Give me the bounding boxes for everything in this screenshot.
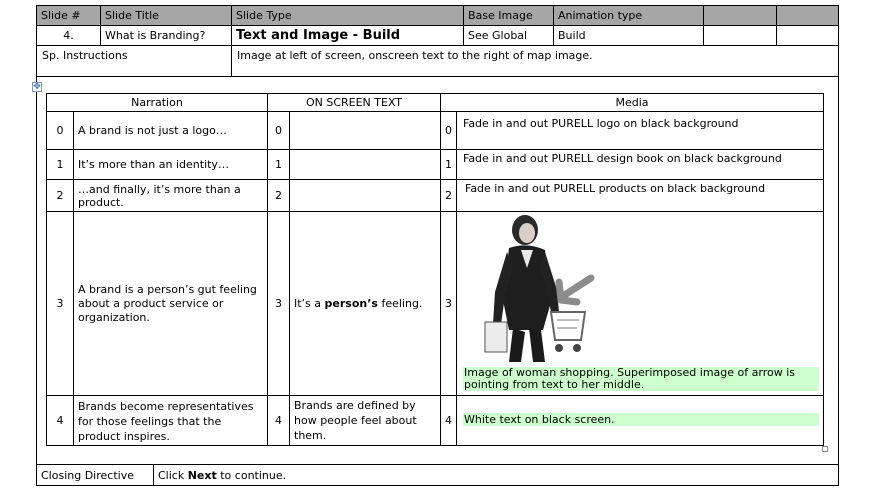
instructions-text-cell[interactable] xyxy=(231,45,839,77)
onscreen-number xyxy=(267,149,290,180)
narration-text: Brands become representatives for those feelings that the product inspires. xyxy=(78,400,254,443)
column-header-label: Media xyxy=(615,96,649,109)
onscreen-number xyxy=(267,179,290,212)
row-number xyxy=(46,395,74,446)
media-number xyxy=(440,111,457,150)
instructions-label: Sp. Instructions xyxy=(42,49,128,62)
media-text: Fade in and out PURELL design book on black background xyxy=(463,152,782,165)
onscreen-cell[interactable] xyxy=(289,395,441,446)
row-number-text: 3 xyxy=(56,297,64,310)
header-label: Slide Type xyxy=(236,9,292,22)
cell-text: Text and Image - Build xyxy=(236,28,401,43)
row-number-text: 3 xyxy=(445,297,452,310)
animation-type-value[interactable] xyxy=(553,25,704,46)
onscreen-cell[interactable] xyxy=(289,149,441,180)
column-header-onscreen xyxy=(267,93,441,112)
narration-cell[interactable] xyxy=(73,211,268,396)
row-number xyxy=(46,111,74,150)
media-number xyxy=(440,149,457,180)
onscreen-number xyxy=(267,111,290,150)
row-number-text: 4 xyxy=(275,414,282,427)
onscreen-number xyxy=(267,395,290,446)
header-slide-type xyxy=(231,5,464,26)
narration-text: A brand is a person’s gut feeling about a product service or organization. xyxy=(78,282,257,324)
column-header-media xyxy=(440,93,824,112)
narration-text: …and finally, it’s more than a product. xyxy=(78,182,241,209)
closing-label: Closing Directive xyxy=(41,468,134,482)
cell-text: What is Branding? xyxy=(105,29,206,42)
narration-text: A brand is not just a logo… xyxy=(78,124,227,137)
empty-cell[interactable] xyxy=(776,25,839,46)
media-number xyxy=(440,395,457,446)
header-label: Animation type xyxy=(558,9,643,22)
media-text: Fade in and out PURELL products on black background xyxy=(465,182,766,195)
row-number-text: 0 xyxy=(445,124,452,137)
media-text-content: White text on black screen. xyxy=(464,413,615,426)
onscreen-text: Brands are defined by how people feel about them. xyxy=(294,399,417,442)
onscreen-cell[interactable] xyxy=(289,211,441,396)
header-slide-number xyxy=(36,5,101,26)
woman-shopping-photo xyxy=(473,212,613,364)
media-number xyxy=(440,211,457,396)
base-image-value[interactable] xyxy=(463,25,554,46)
closing-text-part: to continue. xyxy=(216,468,287,482)
onscreen-text-part: feeling. xyxy=(377,297,423,310)
closing-text xyxy=(158,469,286,482)
onscreen-text-part: It’s a xyxy=(294,297,325,310)
closing-text-part: Click xyxy=(158,468,188,482)
row-number-text: 3 xyxy=(275,297,282,310)
row-number xyxy=(46,149,74,180)
closing-text-cell[interactable] xyxy=(153,464,839,486)
row-number-text: 0 xyxy=(56,124,64,137)
header-animation-type xyxy=(553,5,704,26)
resize-handle-icon[interactable] xyxy=(822,446,828,452)
move-handle-icon[interactable]: ✥ xyxy=(33,82,41,92)
instructions-label-cell xyxy=(36,45,232,77)
header-slide-title xyxy=(100,5,232,26)
header-label: Slide Title xyxy=(105,9,159,22)
media-cell[interactable] xyxy=(456,149,824,180)
onscreen-number xyxy=(267,211,290,396)
narration-cell[interactable] xyxy=(73,149,268,180)
media-cell[interactable] xyxy=(456,111,824,150)
slide-number-value[interactable] xyxy=(36,25,101,46)
onscreen-cell[interactable] xyxy=(289,111,441,150)
narration-cell[interactable] xyxy=(73,111,268,150)
media-text: Fade in and out PURELL logo on black background xyxy=(463,117,739,130)
cell-text: See Global xyxy=(468,29,528,42)
row-number-text: 2 xyxy=(445,189,452,202)
row-number-text: 2 xyxy=(275,189,282,202)
closing-next-word: Next xyxy=(187,468,217,482)
column-header-label: Narration xyxy=(131,96,183,109)
row-number-text: 1 xyxy=(275,158,282,171)
onscreen-cell[interactable] xyxy=(289,179,441,212)
column-header-narration xyxy=(46,93,268,112)
narration-cell[interactable] xyxy=(73,395,268,446)
slide-title-value[interactable] xyxy=(100,25,232,46)
media-text xyxy=(463,367,819,391)
row-number-text: 0 xyxy=(275,124,282,137)
slide-type-value[interactable] xyxy=(231,25,464,46)
row-number-text: 2 xyxy=(56,189,64,202)
row-number-text: 1 xyxy=(445,158,452,171)
media-cell[interactable] xyxy=(456,211,824,396)
row-number xyxy=(46,179,74,212)
header-empty-cell xyxy=(703,5,777,26)
narration-text: It’s more than an identity… xyxy=(78,158,229,171)
cell-text: 4. xyxy=(63,29,74,42)
header-label: Slide # xyxy=(41,9,81,22)
header-label: Base Image xyxy=(468,9,533,22)
header-empty-cell xyxy=(776,5,839,26)
media-text-content: Image of woman shopping. Superimposed image of arrow is pointing from text to her middle. xyxy=(464,366,796,391)
onscreen-text-bold: person’s xyxy=(324,297,378,310)
empty-cell[interactable] xyxy=(703,25,777,46)
media-number xyxy=(440,179,457,212)
media-cell[interactable] xyxy=(456,395,824,446)
media-cell[interactable] xyxy=(456,179,824,212)
row-number-text: 4 xyxy=(445,414,452,427)
onscreen-text xyxy=(294,297,422,310)
column-header-label: ON SCREEN TEXT xyxy=(305,96,403,109)
narration-cell[interactable] xyxy=(73,179,268,212)
cell-text: Build xyxy=(558,29,586,42)
row-number-text: 4 xyxy=(56,414,64,427)
instructions-text: Image at left of screen, onscreen text to the right of map image. xyxy=(237,49,593,62)
closing-label-cell xyxy=(36,464,154,486)
header-base-image xyxy=(463,5,554,26)
media-text xyxy=(463,413,819,426)
row-number-text: 1 xyxy=(56,158,64,171)
row-number xyxy=(46,211,74,396)
